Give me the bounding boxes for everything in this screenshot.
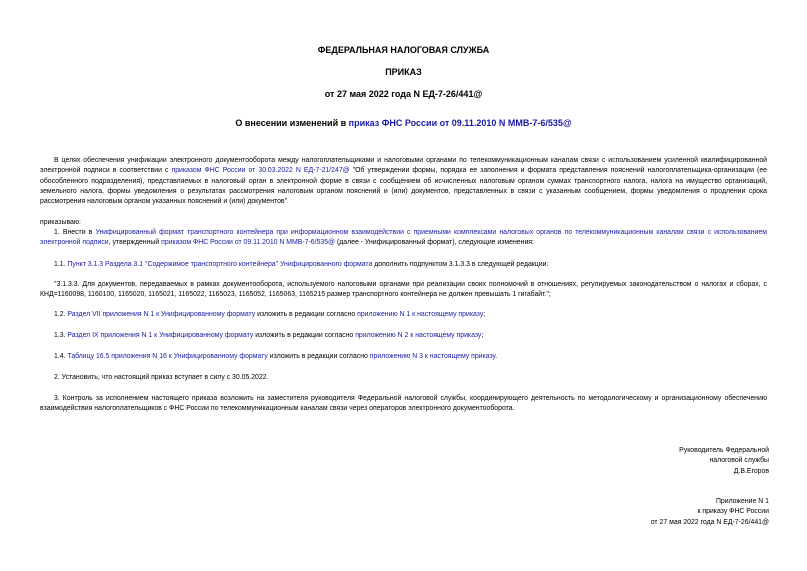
item-1-link-order[interactable]: приказом ФНС России от 09.11.2010 N ММВ-7-6/535@ — [161, 239, 336, 247]
item-1-3-text-1: 1.3. — [54, 332, 68, 339]
preamble-link[interactable]: приказом ФНС России от 30.03.2022 N ЕД-7-21/247@ — [171, 167, 350, 175]
item-1-text-2: , утвержденный — [108, 239, 162, 247]
item-1-2-link-appendix[interactable]: приложению N 1 к настоящему приказу — [357, 311, 484, 318]
item-1-link-format[interactable]: Унифицированный формат транспортного контейнера при информационном взаимодействии с приемными комплексами налоговых органов по телекоммуникационным каналам связи с использованием электронной подписи — [40, 229, 767, 247]
item-1-2-text-3: ; — [483, 311, 486, 318]
appendix-line-3: от 27 мая 2022 года N ЕД-7-26/441@ — [650, 518, 769, 526]
item-1-1-link[interactable]: Пункт 3.1.3 Раздела 3.1 "Содержимое транспортного контейнера" Унифицированного формата — [67, 261, 373, 268]
preamble-paragraph — [40, 156, 767, 207]
signature-name: Д.В.Егоров — [733, 467, 769, 475]
item-1-1-text-2: дополнить подпунктом 3.1.3.3 в следующей редакции: — [372, 261, 549, 268]
item-1-4 — [40, 352, 767, 362]
item-1-4-link-appendix[interactable]: приложению N 3 к настоящему приказу — [369, 353, 496, 360]
item-1-3 — [40, 331, 767, 341]
item-1-1 — [40, 260, 767, 270]
title-link[interactable]: приказ ФНС России от 09.11.2010 N ММВ-7-6/535@ — [348, 118, 572, 128]
item-1-4-text-2: изложить в редакции согласно — [267, 353, 370, 360]
item-1-4-text-1: 1.4. — [54, 353, 68, 360]
appendix-line-2: к приказу ФНС России — [697, 508, 769, 516]
quoted-amendment: "3.1.3.3. Для документов, передаваемых в рамках документооборота, используемого налоговыми органами при реализации своих полномочий в отношениях, регулируемых законодательством о налогах и сборах, с КНД=1160098, 1160100, 1165020, 1165021, 1165022, 1165023, 1165052, 1165063, 1165215 размер транспортного контейнера не должен превышать 1 гигабайт."; — [40, 281, 767, 299]
item-1-text-3: (далее - Унифицированный формат), следующие изменения: — [335, 239, 534, 247]
signature-line-2: налоговой службы — [709, 457, 769, 465]
document-date-number: от 27 мая 2022 года N ЕД-7-26/441@ — [324, 89, 483, 99]
item-1-3-link-appendix[interactable]: приложению N 2 к настоящему приказу — [355, 332, 482, 339]
item-1-1-text-1: 1.1. — [54, 261, 68, 268]
title-prefix: О внесении изменений в — [235, 118, 349, 128]
agency-name: ФЕДЕРАЛЬНАЯ НАЛОГОВАЯ СЛУЖБА — [317, 45, 490, 55]
item-1-2-text-2: изложить в редакции согласно — [255, 311, 358, 318]
order-word: приказываю: — [40, 219, 81, 226]
preamble-text-2: "Об утверждении формы, порядка ее заполнения и формата представления пояснений налогоплательщика-организации (ее обособленного подразделения), представляемых в налоговый орган в электронной форме в связи с сообщением об исчисленных налоговым органом суммах транспортного налога, налога на имущество организаций, земельного налога, формы уведомления о результатах рассмотрения налоговым органом пояснений и (или) документов, представленных в связи с указанным сообщением, формы уведомления о продлении срока рассмотрения налоговым органом указанных пояснений и (или) документов" — [40, 167, 768, 206]
item-1 — [40, 228, 767, 249]
document-title — [0, 117, 807, 129]
item-1-2-link-section[interactable]: Раздел VII приложения N 1 к Унифицированному формату — [67, 311, 256, 318]
item-1-4-text-3: . — [495, 353, 498, 360]
item-2: 2. Установить, что настоящий приказ вступает в силу с 30.05.2022. — [54, 374, 269, 381]
preamble-text-1: В целях обеспечения унификации электронного документооборота между налогоплательщиками и налоговыми органами по телекоммуникационным каналам связи с использованием усиленной квалифицированной электронной подписи в соответствии с — [40, 157, 767, 175]
appendix-block — [651, 497, 769, 528]
item-3: 3. Контроль за исполнением настоящего приказа возложить на заместителя руководителя Федеральной налоговой службы, координирующего деятельность по методологическому и организационному обеспечению взаимодействия налогоплательщиков с ФНС России по телекоммуникационным каналам связи через операторов электронного документооборота. — [40, 395, 767, 413]
item-1-2-text-1: 1.2. — [54, 311, 68, 318]
appendix-line-1: Приложение N 1 — [715, 498, 769, 505]
item-1-3-text-3: ; — [481, 332, 484, 339]
item-1-3-text-2: изложить в редакции согласно — [253, 332, 356, 339]
item-1-4-link-table[interactable]: Таблицу 16.5 приложения N 16 к Унифицированному формату — [67, 353, 268, 360]
signature-line-1: Руководитель Федеральной — [679, 447, 769, 454]
document-type: ПРИКАЗ — [385, 67, 422, 77]
item-1-3-link-section[interactable]: Раздел IX приложения N 1 к Унифицированному формату — [67, 332, 254, 339]
item-1-2 — [40, 310, 767, 320]
signature-block — [679, 446, 769, 477]
item-1-text-1: 1. Внести в — [54, 229, 96, 236]
